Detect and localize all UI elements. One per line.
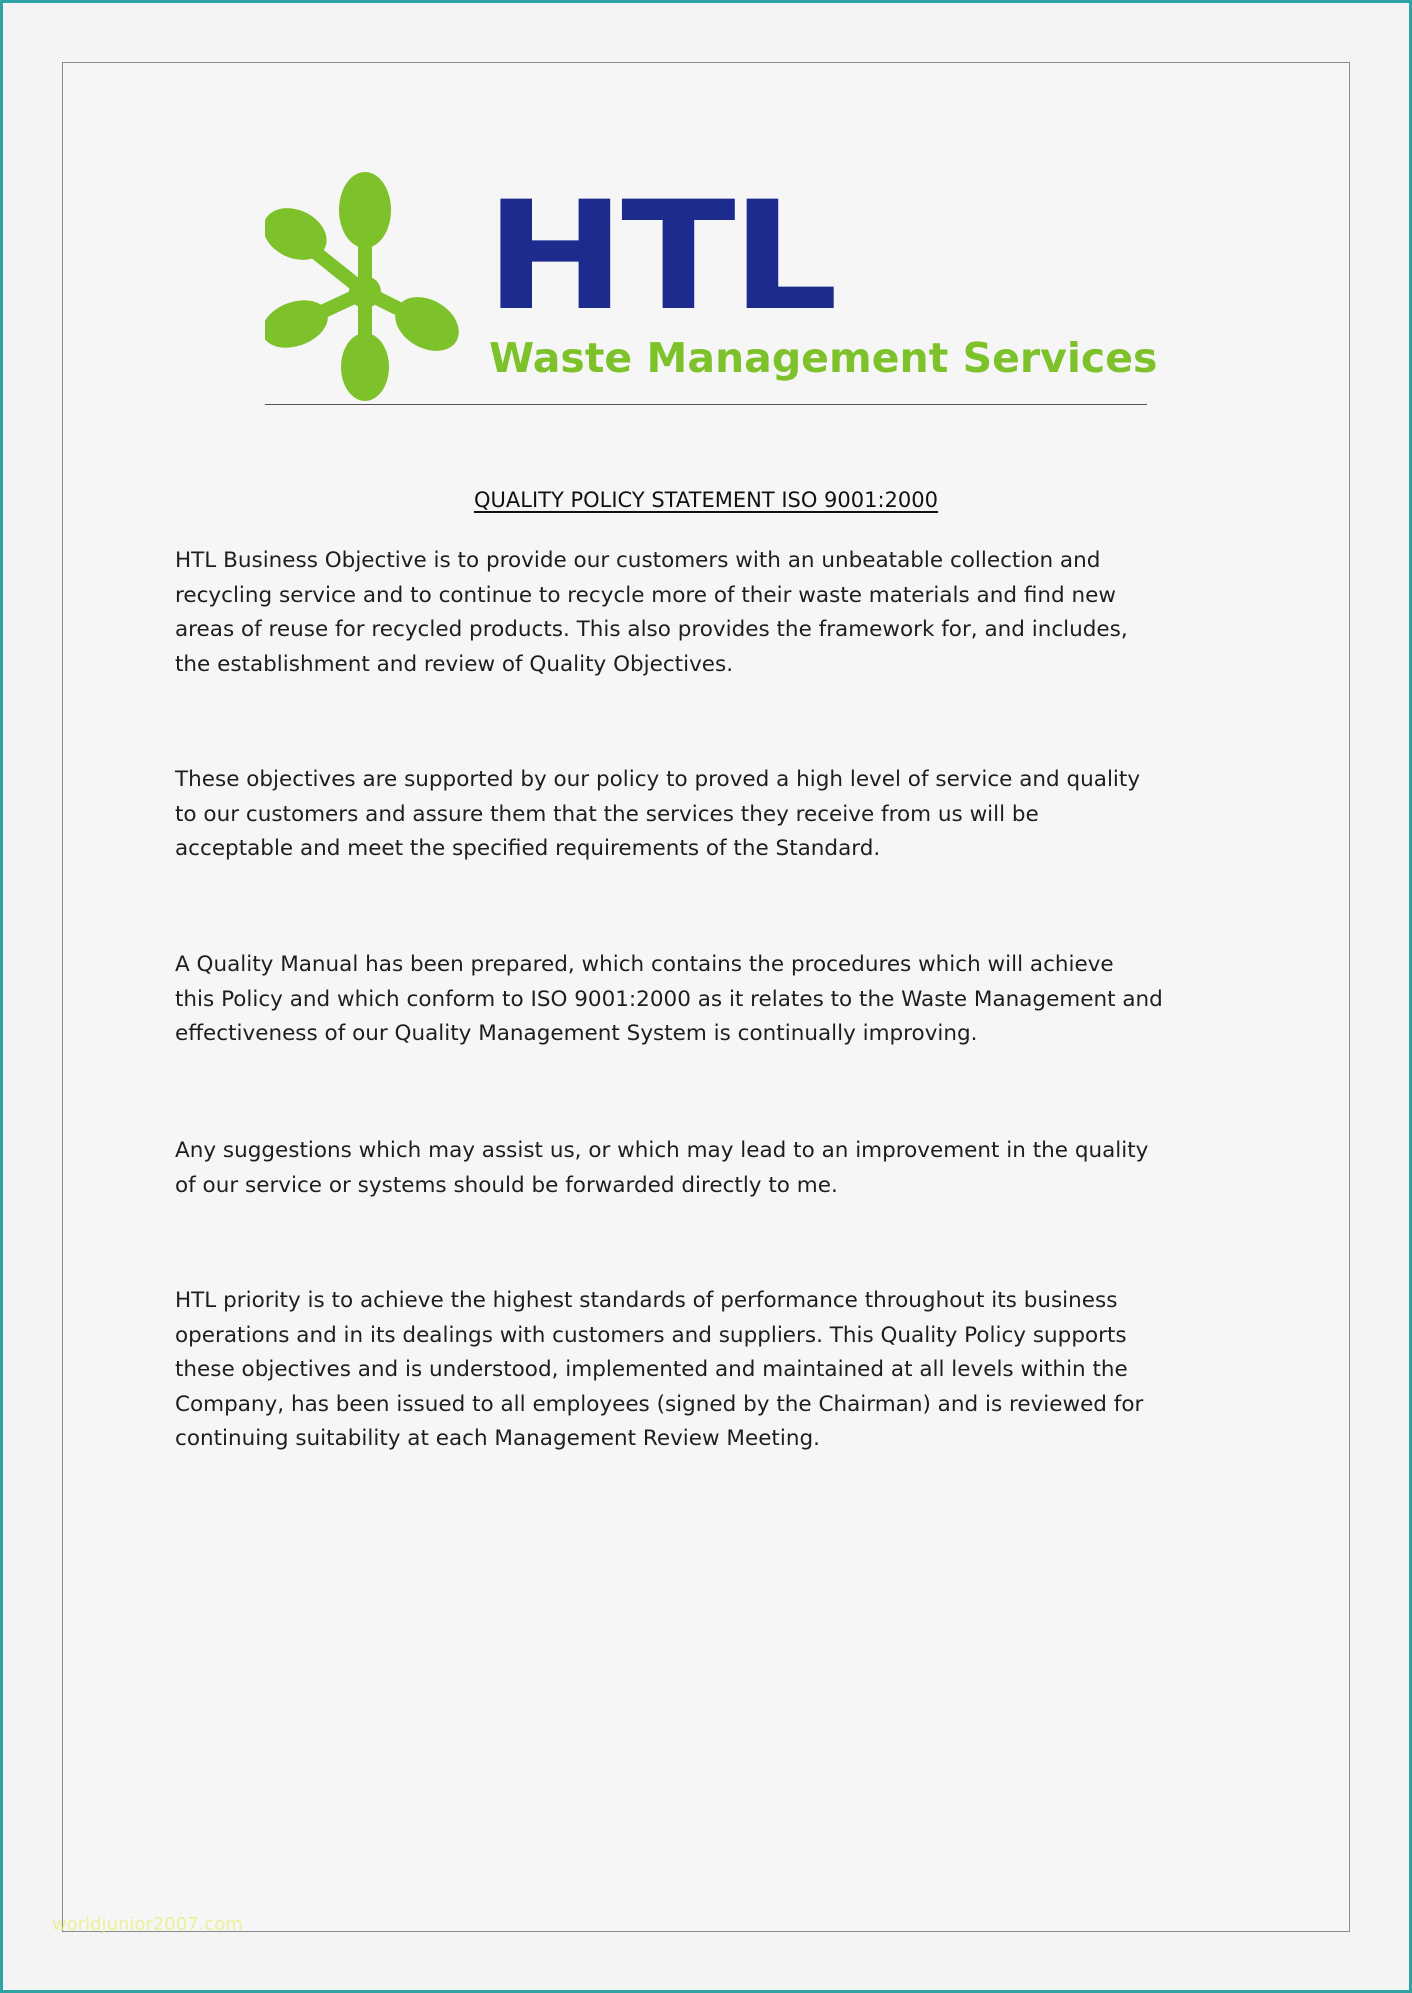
paragraph-objectives-support: These objectives are supported by our policy to proved a high level of service and quality to our customers and assure them that the services they receive from us will be acceptable and meet the specified requirements of the Standard. bbox=[175, 767, 1141, 861]
logo-divider bbox=[265, 404, 1147, 405]
company-logo bbox=[265, 170, 1158, 408]
paragraph-suggestions: Any suggestions which may assist us, or which may lead to an improvement in the quality of our service or systems should be forwarded directly to me. bbox=[175, 1138, 1149, 1198]
paragraph-business-objective: HTL Business Objective is to provide our customers with an unbeatable collection and recycling service and to continue to recycle more of their waste materials and find new areas of reuse for recycled products. This also provides the framework for, and includes, the establishment and review of Quality Objectives. bbox=[175, 548, 1128, 677]
green-flower-icon bbox=[265, 172, 465, 402]
brand-name: HTL bbox=[485, 170, 834, 344]
paragraph-priority: HTL priority is to achieve the highest standards of performance throughout its business operations and in its dealings with customers and suppliers. This Quality Policy supports these objectives and is understood, implemented and maintained at all levels within the Company, has been issued to all employees (signed by the Chairman) and is reviewed for continuing suitability at each Management Review Meeting. bbox=[175, 1288, 1144, 1451]
document-title: QUALITY POLICY STATEMENT ISO 9001:2000 bbox=[473, 488, 939, 512]
watermark: worldjunior2007.com bbox=[52, 1914, 243, 1935]
brand-tagline: Waste Management Services bbox=[489, 334, 1158, 382]
paragraph-quality-manual: A Quality Manual has been prepared, which contains the procedures which will achieve this Policy and which conform to ISO 9001:2000 as it relates to the Waste Management and effectiveness of our Quality Management System is continually improving. bbox=[175, 952, 1163, 1046]
